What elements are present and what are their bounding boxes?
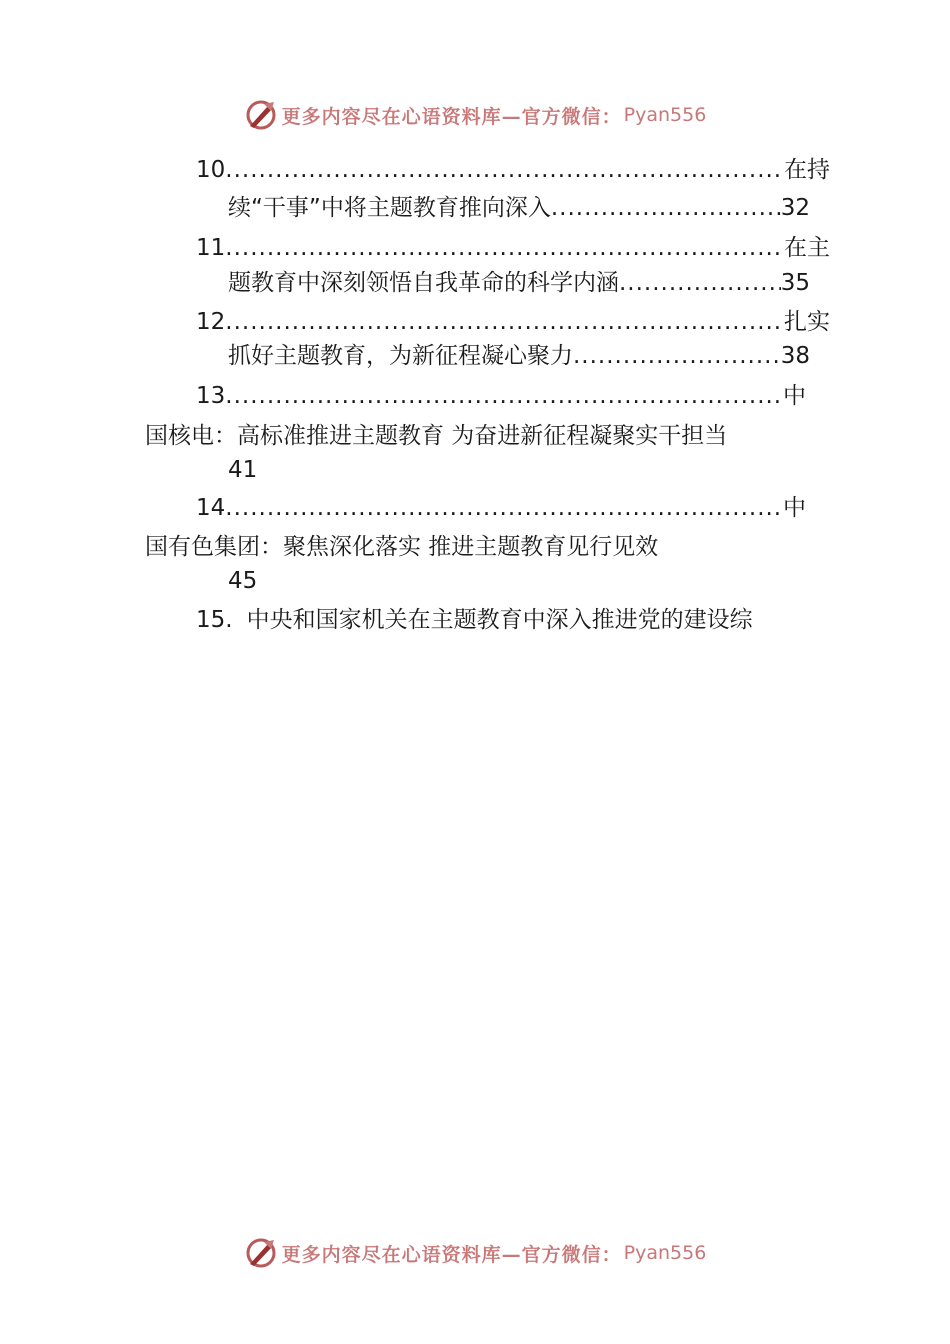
entry-title-start: 在主: [784, 235, 830, 261]
toc-entry-15[interactable]: [196, 605, 753, 635]
entry-number: 14: [196, 495, 226, 521]
entry-title-rest: 续“干事”中将主题教育推向深入: [228, 195, 551, 221]
toc-entry-13-continuation[interactable]: [145, 421, 727, 451]
entry-number: 12: [196, 309, 226, 335]
leader-dots: [225, 233, 784, 263]
entry-title: 中央和国家机关在主题教育中深入推进党的建设综: [246, 607, 753, 633]
toc-entry-14[interactable]: [196, 493, 806, 523]
entry-title-rest: 国核电：高标准推进主题教育 为奋进新征程凝聚实干担当: [145, 423, 728, 449]
entry-title-rest: 题教育中深刻领悟自我革命的科学内涵: [228, 270, 619, 296]
entry-page: 45: [228, 568, 258, 594]
entry-page: 32: [780, 195, 810, 221]
entry-number: 15.: [196, 607, 233, 633]
leader-dots: [225, 381, 783, 411]
toc-entry-10[interactable]: [196, 155, 830, 185]
toc-entry-13[interactable]: [196, 381, 806, 411]
entry-page: 35: [780, 270, 810, 296]
entry-number: 13: [196, 383, 226, 409]
footer-watermark: [0, 1233, 950, 1273]
toc-entry-11[interactable]: [196, 233, 830, 263]
entry-title-rest: 国有色集团：聚焦深化落实 推进主题教育见行见效: [145, 534, 659, 560]
entry-title-rest: 抓好主题教育，为新征程凝心聚力: [228, 343, 573, 369]
watermark-handle: Pyan556: [623, 1242, 707, 1264]
toc-entry-14-page-line[interactable]: [228, 566, 257, 596]
leader-dots: [225, 493, 783, 523]
leader-dots: [573, 341, 781, 371]
entry-number: 10: [196, 157, 226, 183]
toc-entry-14-continuation[interactable]: [145, 532, 658, 562]
toc-entry-10-continuation[interactable]: [228, 193, 810, 223]
entry-page: 38: [780, 343, 810, 369]
leader-dots: [225, 155, 784, 185]
leader-dots: [225, 307, 784, 337]
toc-entry-11-continuation[interactable]: [228, 268, 810, 298]
watermark-text: 更多内容尽在心语资料库—官方微信：: [281, 1243, 622, 1266]
entry-number: 11: [196, 235, 226, 261]
entry-title-start: 中: [783, 383, 806, 409]
watermark-text: 更多内容尽在心语资料库—官方微信：: [281, 105, 622, 128]
entry-title-start: 中: [783, 495, 806, 521]
entry-title-start: 在持: [784, 157, 830, 183]
leader-dots: [551, 193, 781, 223]
toc-entry-12[interactable]: [196, 307, 830, 337]
entry-title-start: 扎实: [784, 309, 830, 335]
toc-entry-13-page-line[interactable]: [228, 455, 257, 485]
pen-seal-icon: [244, 1236, 278, 1270]
toc-entry-12-continuation[interactable]: [228, 341, 810, 371]
leader-dots: [619, 268, 781, 298]
watermark-handle: Pyan556: [623, 104, 707, 126]
entry-page: 41: [228, 457, 258, 483]
